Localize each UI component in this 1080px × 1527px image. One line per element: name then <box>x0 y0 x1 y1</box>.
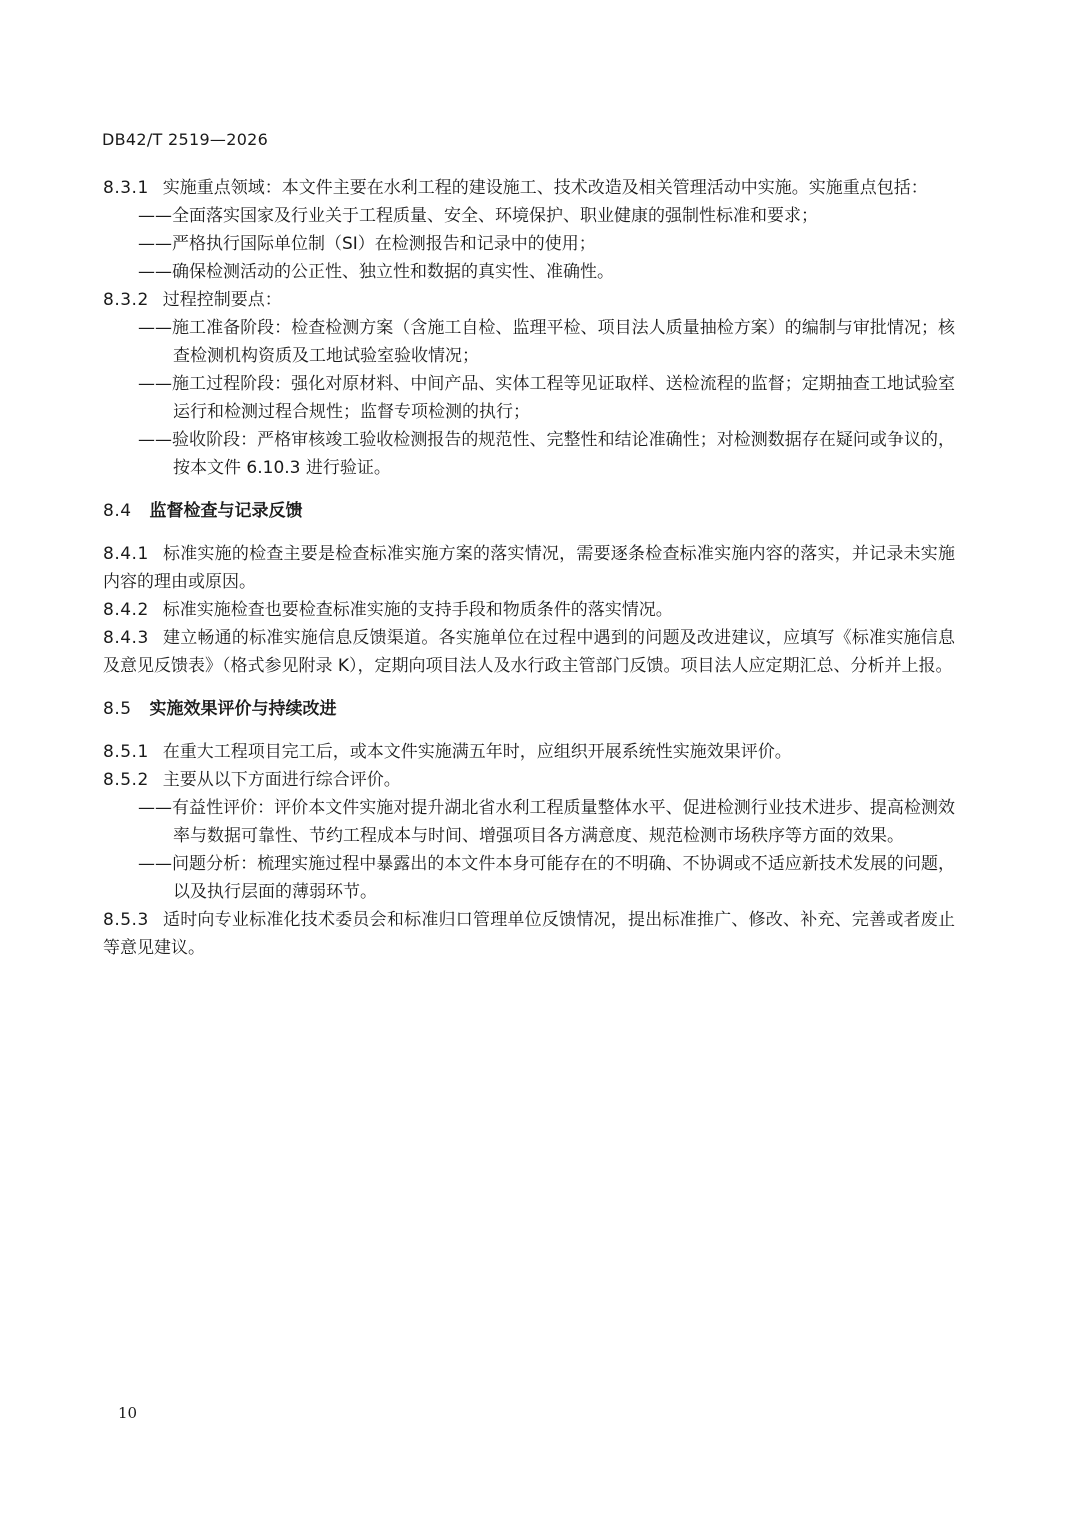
clause-number: 8.4.1 <box>103 544 149 564</box>
list-item: ——施工过程阶段：强化对原材料、中间产品、实体工程等见证取样、送检流程的监督；定期抽查工地试验室运行和检测过程合规性；监督专项检测的执行； <box>138 374 955 422</box>
list-item: ——全面落实国家及行业关于工程质量、安全、环境保护、职业健康的强制性标准和要求； <box>138 206 818 226</box>
section-title: 监督检查与记录反馈 <box>149 501 303 521</box>
clause-number: 8.3.2 <box>103 290 149 310</box>
clause-8-5-3 <box>103 906 955 962</box>
clause-8-3-1 <box>103 174 955 202</box>
clause-8-3-2 <box>103 286 955 314</box>
clause-text: 标准实施检查也要检查标准实施的支持手段和物质条件的落实情况。 <box>162 600 673 620</box>
section-heading-8-4 <box>103 497 955 525</box>
clause-8-4-2 <box>103 596 955 624</box>
clause-number: 8.5.2 <box>103 770 149 790</box>
list-item: ——严格执行国际单位制（SI）在检测报告和记录中的使用； <box>138 234 596 254</box>
section-number: 8.5 <box>103 699 132 719</box>
clause-8-4-3 <box>103 624 955 680</box>
clause-text: 适时向专业标准化技术委员会和标准归口管理单位反馈情况，提出标准推广、修改、补充、完善或者废止等意见建议。 <box>103 910 955 958</box>
clause-text: 实施重点领域：本文件主要在水利工程的建设施工、技术改造及相关管理活动中实施。实施重点包括： <box>162 178 928 198</box>
list-item: ——有益性评价：评价本文件实施对提升湖北省水利工程质量整体水平、促进检测行业技术进步、提高检测效率与数据可靠性、节约工程成本与时间、增强项目各方满意度、规范检测市场秩序等方面的效果。 <box>138 798 955 846</box>
clause-text: 标准实施的检查主要是检查标准实施方案的落实情况，需要逐条检查标准实施内容的落实，并记录未实施内容的理由或原因。 <box>103 544 955 592</box>
document-code: DB42/T 2519—2026 <box>102 130 269 149</box>
list-item: ——确保检测活动的公正性、独立性和数据的真实性、准确性。 <box>138 262 614 282</box>
list-item: ——施工准备阶段：检查检测方案（含施工自检、监理平检、项目法人质量抽检方案）的编制与审批情况；核查检测机构资质及工地试验室验收情况； <box>138 318 955 366</box>
clause-text: 主要从以下方面进行综合评价。 <box>162 770 401 790</box>
clause-number: 8.3.1 <box>103 178 149 198</box>
document-body <box>103 174 955 962</box>
clause-8-5-1 <box>103 738 955 766</box>
clause-8-4-1 <box>103 540 955 596</box>
clause-text: 过程控制要点： <box>162 290 282 310</box>
section-heading-8-5 <box>103 695 955 723</box>
clause-8-5-2 <box>103 766 955 794</box>
clause-text: 在重大工程项目完工后，或本文件实施满五年时，应组织开展系统性实施效果评价。 <box>162 742 792 762</box>
list-item: ——问题分析：梳理实施过程中暴露出的本文件本身可能存在的不明确、不协调或不适应新技术发展的问题，以及执行层面的薄弱环节。 <box>138 854 955 902</box>
clause-text: 建立畅通的标准实施信息反馈渠道。各实施单位在过程中遇到的问题及改进建议，应填写《标准实施信息及意见反馈表》（格式参见附录 K），定期向项目法人及水行政主管部门反馈。项目法人应定期汇总、分析并上报。 <box>103 628 955 676</box>
list-item: ——验收阶段：严格审核竣工验收检测报告的规范性、完整性和结论准确性；对检测数据存在疑问或争议的，按本文件 6.10.3 进行验证。 <box>138 430 955 478</box>
page-number: 10 <box>118 1404 138 1422</box>
section-title: 实施效果评价与持续改进 <box>149 699 337 719</box>
clause-number: 8.5.3 <box>103 910 149 930</box>
clause-number: 8.4.2 <box>103 600 149 620</box>
clause-number: 8.4.3 <box>103 628 149 648</box>
section-number: 8.4 <box>103 501 132 521</box>
clause-number: 8.5.1 <box>103 742 149 762</box>
